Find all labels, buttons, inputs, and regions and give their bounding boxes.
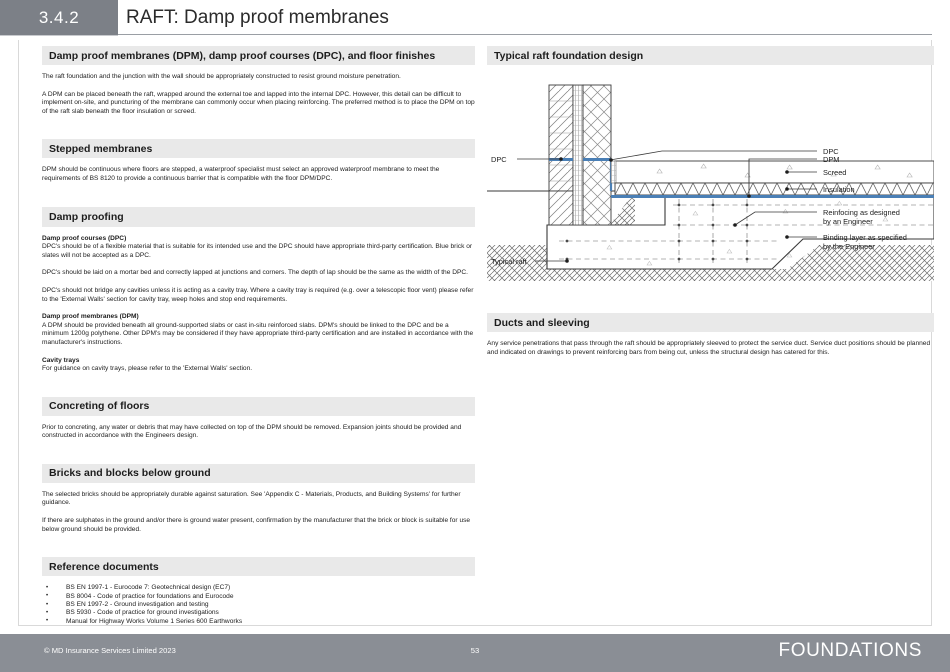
label-screed: Screed [823,168,847,177]
edge-insulation-strip [611,161,616,183]
right-column [487,46,934,357]
reference-document-list [42,584,475,626]
paragraph: A DPM should be provided beneath all ground-supported slabs or cast in-situ reinforced slabs. DPM's should be linked to the DPC and be a minimum 1200g polythene. Other DPM's may be considered if they have appropriate third-party certification and are installed in accordance with the manufacturer's instructions. [42,321,474,346]
paragraph: The selected bricks should be appropriately durable against saturation. See 'Appendix C - Materials, Products, and Building Systems' for further guidance. [42,490,461,507]
section-heading-typical-raft-design: Typical raft foundation design [487,46,934,65]
subsection-heading: Damp proof courses (DPC) [42,234,127,242]
section-heading-damp-proofing: Damp proofing [42,207,475,227]
label-binding-layer-line1: Binding layer as specified [823,233,907,242]
label-reinforcing-line1: Reinfocing as designed [823,208,900,217]
subsection-heading: Cavity trays [42,356,80,364]
list-item: • BS 5930 - Code of practice for ground investigations [42,609,475,617]
paragraph: Prior to concreting, any water or debris that may have collected on top of the DPM should be removed. Expansion joints should be provided and constructed in accordance with the Engineers design. [42,423,462,440]
list-item: • Manual for Highway Works Volume 1 Series 600 Earthworks [42,618,475,626]
inner-block-leaf [583,85,611,225]
footer-page-number: 53 [470,646,480,655]
page-header [0,0,950,36]
paragraph: DPM should be continuous where floors are stepped, a waterproof specialist must select an approved waterproof membrane to meet the requirements of BS 8120 to provide a continuous barrier that is compatible with the floor DPM/DPC. [42,166,440,182]
label-binding-layer-line2: by the Engineer [823,242,875,251]
section-heading-dpm-dpc: Damp proof membranes (DPM), damp proof courses (DPC), and floor finishes [42,46,475,65]
header-divider-left [0,35,118,36]
subsection-dpc [42,235,475,305]
subsection-dpm [42,313,475,347]
outer-leaf-below-ground [549,191,573,225]
footer-copyright: © MD Insurance Services Limited 2023 [44,646,176,655]
paragraph: DPC's should not bridge any cavities unless it is acting as a cavity tray. Where a cavity tray is required (e.g. over a telescopic floor vent) please refer to the 'External Walls' section for cavity tray, weep holes and stop end requirements. [42,286,474,303]
paragraph: For guidance on cavity trays, please refer to the 'External Walls' section. [42,365,253,373]
footer-brand: FOUNDATIONS [778,640,922,661]
paragraph: DPC's should be laid on a mortar bed and correctly lapped at junctions and corners. The depth of lap should be the same as the width of the DPC. [42,269,468,277]
section-heading-ducts-sleeving: Ducts and sleeving [487,313,934,332]
screed-layer [615,161,934,183]
raft-foundation-diagram [487,73,934,303]
paragraph: DPC's should be of a flexible material that is suitable for its intended use and the DPC should have appropriate third-party certification. Blue brick or slates will not be accepted as a DPC. [42,243,473,259]
section-heading-concreting-floors: Concreting of floors [42,397,475,416]
page-title: RAFT: Damp proof membranes [126,7,389,28]
label-dpm: DPM [823,155,840,164]
dpm-line [611,195,934,198]
label-reinforcing-line2: by an Engineer [823,217,873,226]
section-heading-reference-documents: Reference documents [42,557,475,576]
dpc-inner-leaf [583,158,611,161]
diagram-geometry [487,85,934,281]
subsection-heading: Damp proof membranes (DPM) [42,313,139,321]
raft-section-drawing [487,73,934,303]
label-typical-raft: Typical raft [491,257,527,266]
paragraph: The raft foundation and the junction with the wall should be appropriately constructed to resist ground moisture penetration. [42,73,401,80]
section-heading-stepped-membranes: Stepped membranes [42,139,475,158]
label-dpc-left: DPC [491,155,507,164]
subsection-cavity-trays [42,357,475,374]
paragraph: Any service penetrations that pass through the raft should be appropriately sleeved to protect the service duct. Service duct positions should be planned and indicated on drawings to prevent reinforcing bars from being cut, unless the structural design has catered for this. [487,340,931,356]
list-item: • BS EN 1997-2 - Ground investigation and testing [42,601,475,609]
header-divider [118,34,932,35]
paragraph: A DPM can be placed beneath the raft, wrapped around the external toe and lapped into the internal DPC. However, this detail can be difficult to implement on-site, and puncturing of the membrane can commonly occur when placing reinforcing. The preferred method is to place the DPM on top of the raft slab beneath the floor insulation or screed. [42,90,475,115]
cavity-insulation [573,85,583,225]
list-item: • BS 8004 - Code of practice for foundations and Eurocode [42,593,475,601]
list-item: • BS EN 1997-1 - Eurocode 7: Geotechnical design (EC7) [42,584,475,592]
section-number: 3.4.2 [38,8,80,27]
paragraph: If there are sulphates in the ground and/or there is ground water present, confirmation by the manufacturer that the brick or block is suitable for use below ground should be provided. [42,517,471,533]
left-column [42,46,475,626]
section-heading-bricks-blocks: Bricks and blocks below ground [42,464,475,483]
label-dpc-right: DPC [823,147,839,156]
label-insulation: Insulation [823,185,855,194]
